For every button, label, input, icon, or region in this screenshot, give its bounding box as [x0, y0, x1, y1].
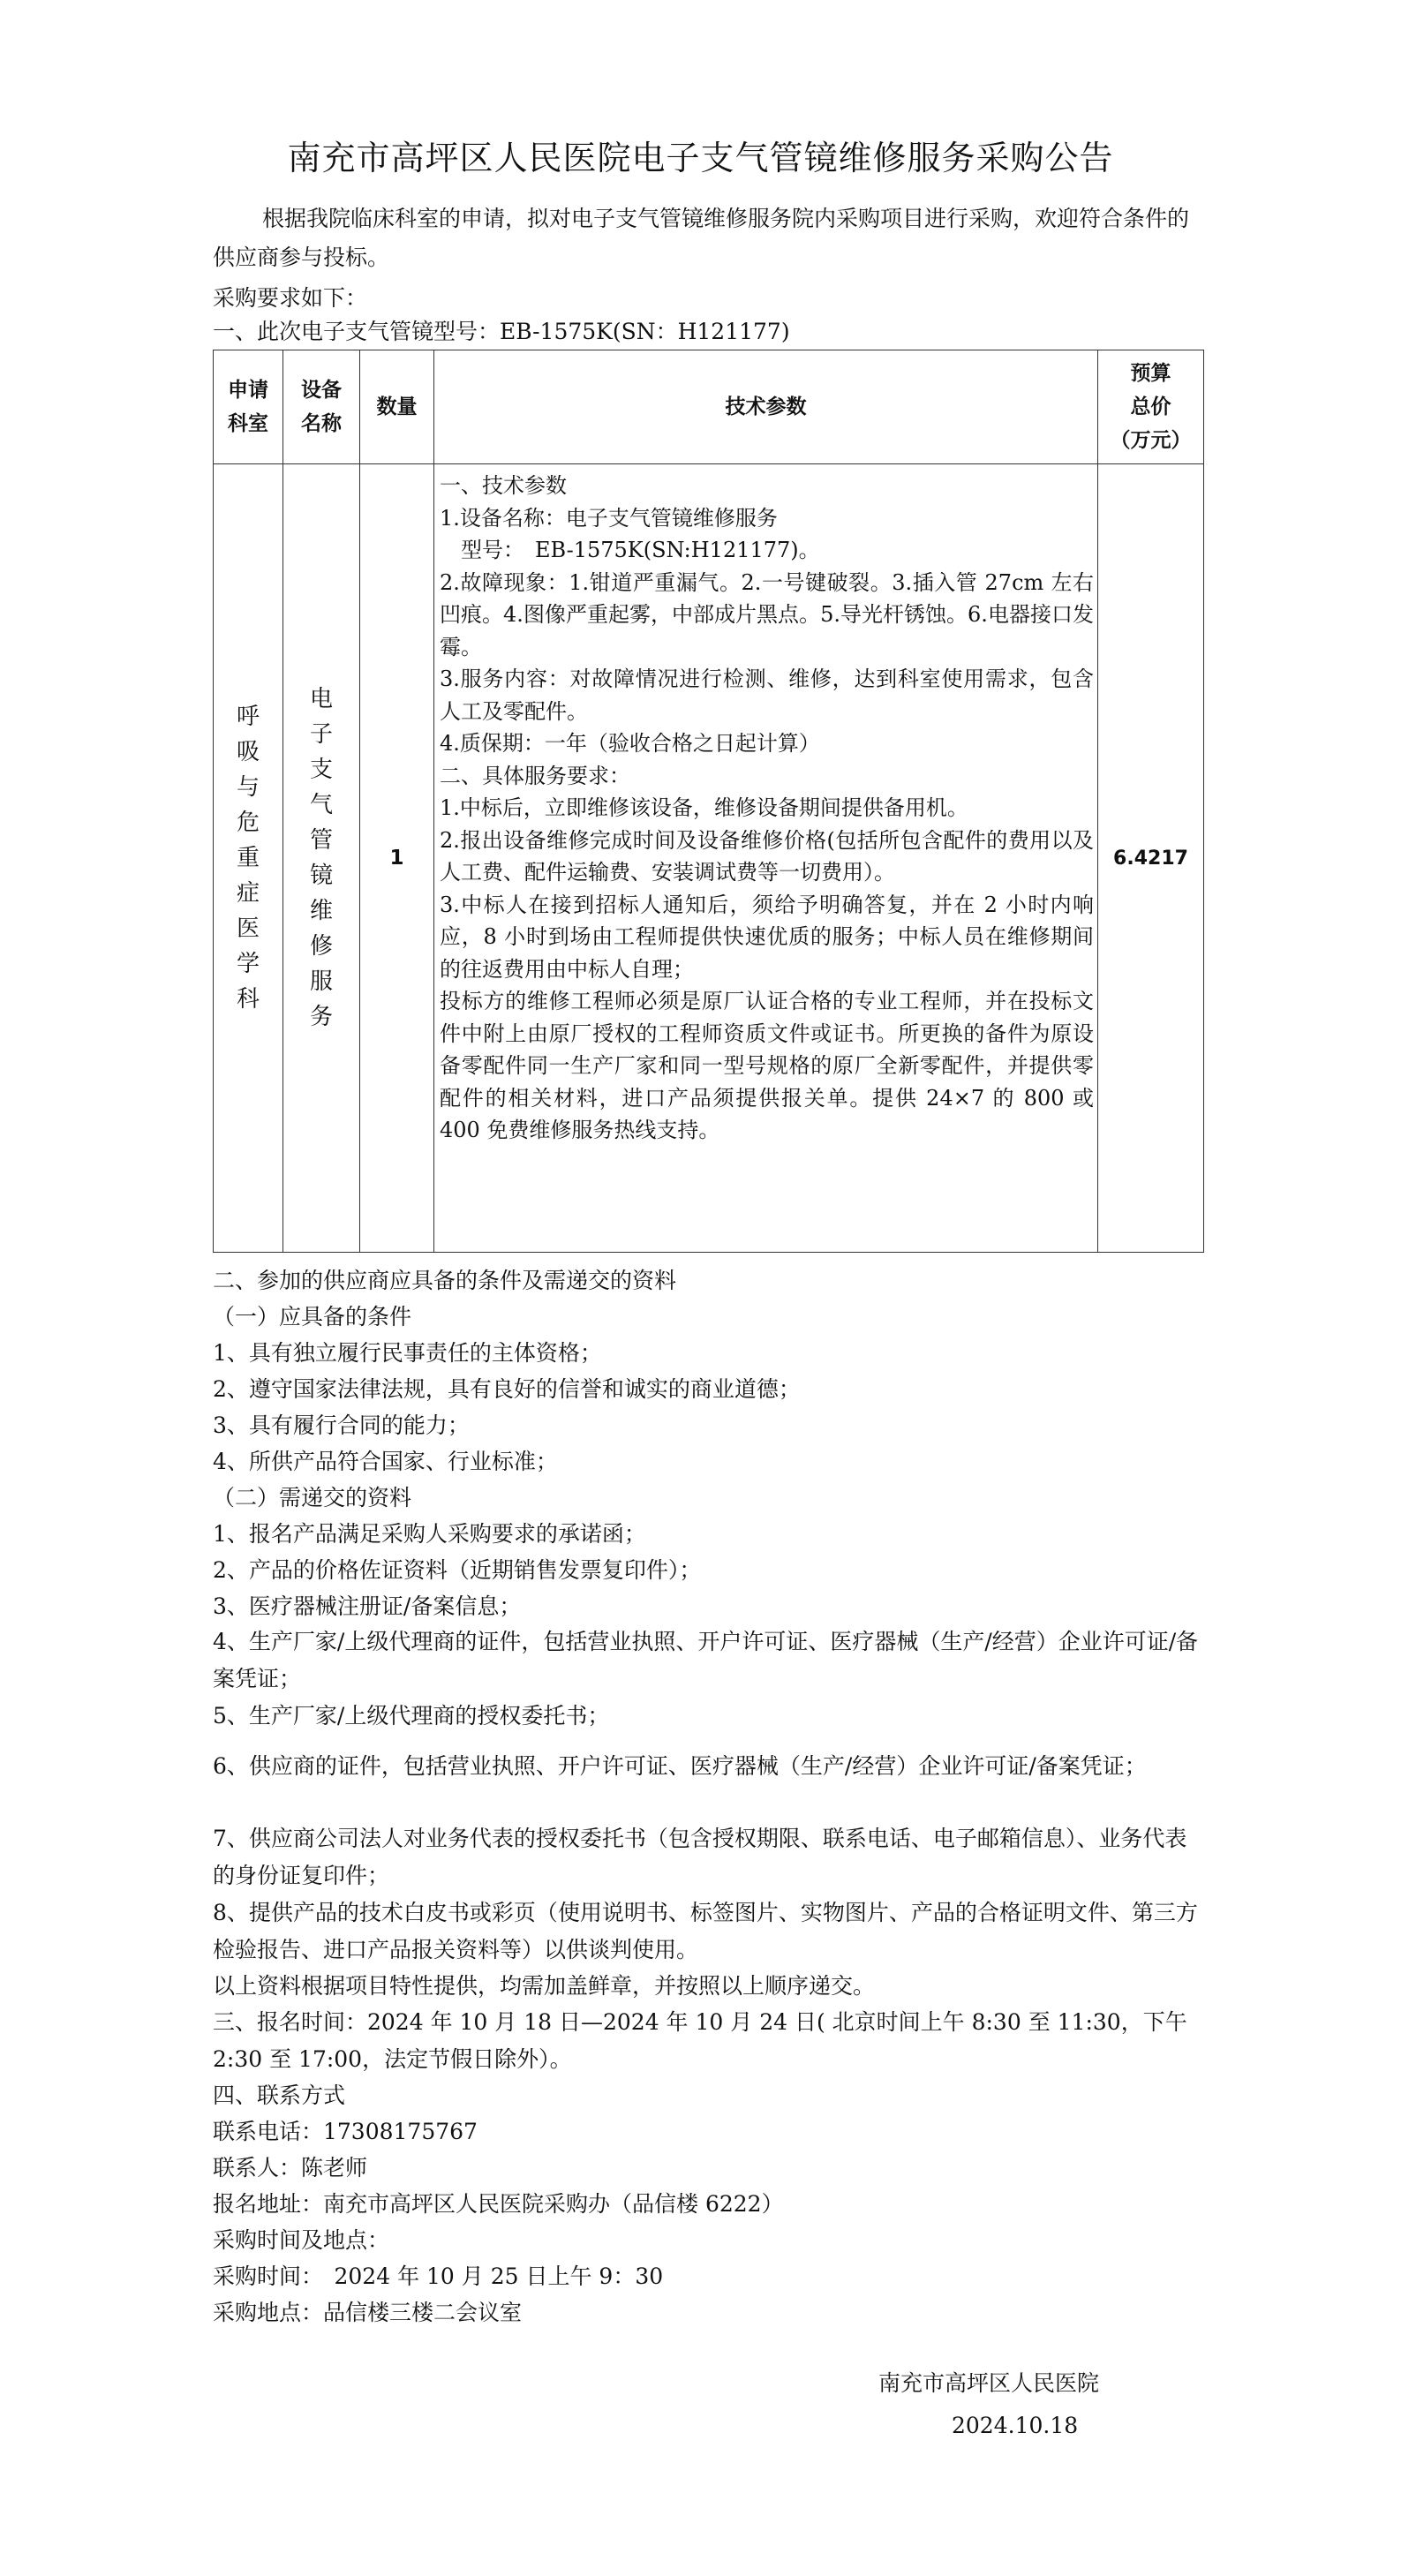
tech-line: 1.设备名称：电子支气管镜维修服务: [440, 505, 778, 531]
condition-item: 1、具有独立履行民事责任的主体资格；: [213, 1340, 602, 1366]
procurement-time: 采购时间： 2024 年 10 月 25 日上午 9：30: [213, 2263, 664, 2289]
tech-params-cell: [434, 464, 1098, 1253]
section3-registration-time: 三、报名时间：2024 年 10 月 18 日—2024 年 10 月 24 日( 北京时间上午 8:30 至 11:30，下午 2:30 至 17:00，法定节假日除外）。: [213, 2009, 1187, 2072]
tech-line: 4.质保期：一年（验收合格之日起计算）: [440, 731, 820, 756]
tech-line: 一、技术参数: [440, 473, 567, 498]
condition-item: 3、具有履行合同的能力；: [213, 1412, 470, 1438]
header-budget: 预算 总价 （万元）: [1098, 350, 1204, 464]
signature-date: 2024.10.18: [952, 2413, 1079, 2438]
condition-item: 4、所供产品符合国家、行业标准；: [213, 1449, 558, 1474]
tech-line: 2.报出设备维修完成时间及设备维修价格(包括所包含配件的费用以及人工费、配件运输费、安装调试费等一切费用）。: [440, 827, 1094, 885]
section2-heading: 二、参加的供应商应具备的条件及需递交的资料: [213, 1268, 677, 1293]
materials-note: 以上资料根据项目特性提供，均需加盖鲜章，并按照以上顺序递交。: [213, 1973, 876, 1999]
budget-cell: 6.4217: [1098, 464, 1204, 1253]
page-title: 南充市高坪区人民医院电子支气管镜维修服务采购公告: [287, 139, 1114, 177]
contact-phone: 联系电话：17308175767: [213, 2119, 478, 2144]
header-tech: 技术参数: [434, 350, 1098, 464]
tech-line: 2.故障现象：1.钳道严重漏气。2.一号键破裂。3.插入管 27cm 左右凹痕。4.图像严重起雾，中部成片黑点。5.导光杆锈蚀。6.电器接口发霉。: [440, 569, 1094, 659]
material-item: 5、生产厂家/上级代理商的授权委托书；: [213, 1703, 610, 1729]
section2-sub2: （二）需递交的资料: [213, 1485, 412, 1510]
requirements-heading: 采购要求如下：: [213, 285, 368, 311]
condition-item: 2、遵守国家法律法规，具有良好的信誉和诚实的商业道德；: [213, 1376, 801, 1402]
procurement-place: 采购地点：品信楼三楼二会议室: [213, 2300, 523, 2325]
tech-line: 投标方的维修工程师必须是原厂认证合格的专业工程师，并在投标文件中附上由原厂授权的工程师资质文件或证书。所更换的备件为原设备零配件同一生产厂家和同一型号规格的原厂全新零配件，并提供零配件的相关材料，进口产品须提供报关单。提供 24×7 的 800 或 400 免费维修服务热线支持。: [440, 989, 1094, 1142]
table-row: [214, 464, 1204, 1253]
header-dept: 申请 科室: [214, 350, 283, 464]
tech-line: 型号： EB-1575K(SN:H121177)。: [440, 538, 820, 562]
registration-address: 报名地址：南充市高坪区人民医院采购办（品信楼 6222）: [213, 2191, 784, 2217]
material-item: 1、报名产品满足采购人采购要求的承诺函；: [213, 1521, 646, 1547]
spec-table: [213, 350, 1204, 1253]
material-item: 8、提供产品的技术白皮书或彩页（使用说明书、标签图片、实物图片、产品的合格证明文件、第三方检验报告、进口产品报关资料等）以供谈判使用。: [213, 1900, 1198, 1962]
tech-line: 3.服务内容：对故障情况进行检测、维修，达到科室使用需求，包含人工及零配件。: [440, 667, 1094, 724]
section1-heading: 一、此次电子支气管镜型号：EB-1575K(SN：H121177): [213, 319, 790, 344]
dept-cell: 呼 吸 与 危 重 症 医 学 科: [214, 464, 283, 1253]
section4-heading: 四、联系方式: [213, 2083, 346, 2108]
material-item: 7、供应商公司法人对业务代表的授权委托书（包含授权期限、联系电话、电子邮箱信息）、业务代表的身份证复印件；: [213, 1826, 1187, 1888]
signature-org: 南充市高坪区人民医院: [878, 2370, 1100, 2396]
header-device: 设备 名称: [283, 350, 360, 464]
tech-line: 1.中标后，立即维修该设备，维修设备期间提供备用机。: [440, 795, 968, 820]
material-item: 3、医疗器械注册证/备案信息；: [213, 1593, 522, 1619]
device-cell: 电 子 支 气 管 镜 维 修 服 务: [283, 464, 360, 1253]
qty-cell: 1: [360, 464, 434, 1253]
material-item: 2、产品的价格佐证资料（近期销售发票复印件）；: [213, 1557, 702, 1583]
contact-person: 联系人：陈老师: [213, 2155, 368, 2181]
material-item: 6、供应商的证件，包括营业执照、开户许可证、医疗器械（生产/经营）企业许可证/备案凭证；: [213, 1753, 1147, 1779]
tech-line: 3.中标人在接到招标人通知后，须给予明确答复，并在 2 小时内响应，8 小时到场由工程师提供快速优质的服务；中标人员在维修期间的往返费用由中标人自理；: [440, 892, 1094, 982]
header-qty: 数量: [360, 350, 434, 464]
table-header-row: [214, 350, 1204, 464]
section2-sub1: （一）应具备的条件: [213, 1304, 412, 1329]
intro-paragraph: 根据我院临床科室的申请，拟对电子支气管镜维修服务院内采购项目进行采购，欢迎符合条件的供应商参与投标。: [213, 206, 1190, 270]
tech-line: 二、具体服务要求：: [440, 763, 630, 788]
time-place-heading: 采购时间及地点：: [213, 2227, 390, 2253]
material-item: 4、生产厂家/上级代理商的证件，包括营业执照、开户许可证、医疗器械（生产/经营）企业许可证/备案凭证；: [213, 1629, 1199, 1691]
